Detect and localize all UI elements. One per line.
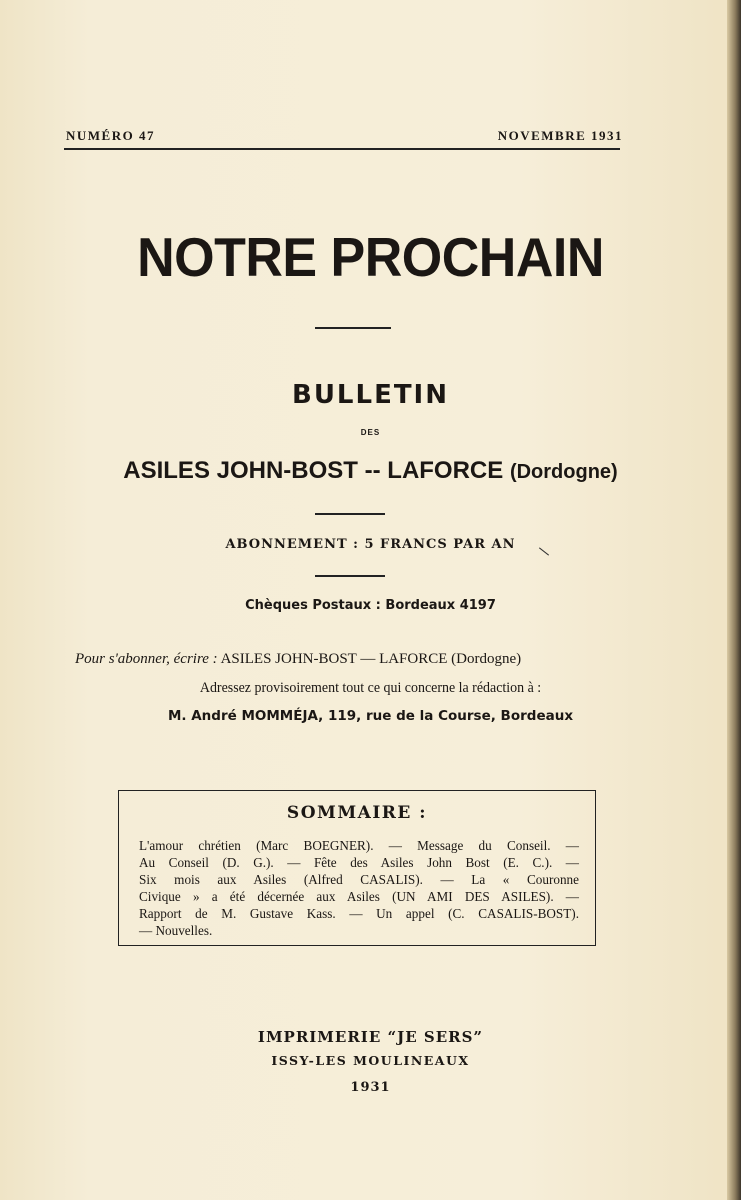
- divider-rule: [315, 513, 385, 515]
- asiles-place: (Dordogne): [509, 461, 618, 483]
- sommaire-line: Six mois aux Asiles (Alfred CASALIS). — La « Couronne: [139, 872, 579, 887]
- asiles-heading: [0, 457, 741, 485]
- sommaire-line: Civique » a été décernée aux Asiles (UN AMI DES ASILES). —: [139, 889, 579, 904]
- printer-name: IMPRIMERIE “JE SERS”: [257, 1028, 484, 1046]
- divider-rule: [315, 327, 391, 329]
- editor-address: M. André MOMMÉJA, 119, rue de la Course, Bordeaux: [167, 708, 574, 724]
- issue-date: NOVEMBRE 1931: [497, 128, 623, 143]
- sommaire-line: L'amour chrétien (Marc BOEGNER). — Message du Conseil. —: [139, 838, 579, 853]
- bulletin-heading: BULLETIN: [292, 380, 449, 410]
- editorial-note: Adressez provisoirement tout ce qui concerne la rédaction à :: [199, 680, 542, 696]
- divider-rule: [315, 575, 385, 577]
- postal-cheques: Chèques Postaux : Bordeaux 4197: [245, 598, 496, 613]
- sommaire-line: Au Conseil (D. G.). — Fête des Asiles John Bost (E. C.). —: [139, 855, 579, 870]
- sommaire-line: — Nouvelles.: [139, 923, 213, 938]
- subscribe-address: ASILES JOHN-BOST — LAFORCE (Dordogne): [220, 651, 522, 667]
- subscribe-line: [75, 651, 521, 668]
- subscription-price: ABONNEMENT : 5 FRANCS PAR AN: [225, 537, 516, 552]
- sommaire-contents: [139, 837, 579, 939]
- sommaire-title: SOMMAIRE :: [286, 803, 428, 823]
- subscribe-instruction: Pour s'abonner, écrire :: [75, 651, 218, 667]
- header-rule: [64, 148, 620, 150]
- print-year: 1931: [350, 1080, 391, 1095]
- des-label: DES: [360, 428, 381, 437]
- sommaire-line: Rapport de M. Gustave Kass. — Un appel (C. CASALIS-BOST).: [139, 906, 579, 921]
- issue-number: NUMÉRO 47: [66, 128, 155, 143]
- sommaire-box: [118, 790, 596, 946]
- asiles-name: ASILES JOHN-BOST -- LAFORCE: [123, 457, 504, 484]
- page-title: NOTRE PROCHAIN: [137, 227, 604, 289]
- page-edge: [727, 0, 741, 1200]
- printer-location: ISSY-LES MOULINEAUX: [271, 1053, 470, 1068]
